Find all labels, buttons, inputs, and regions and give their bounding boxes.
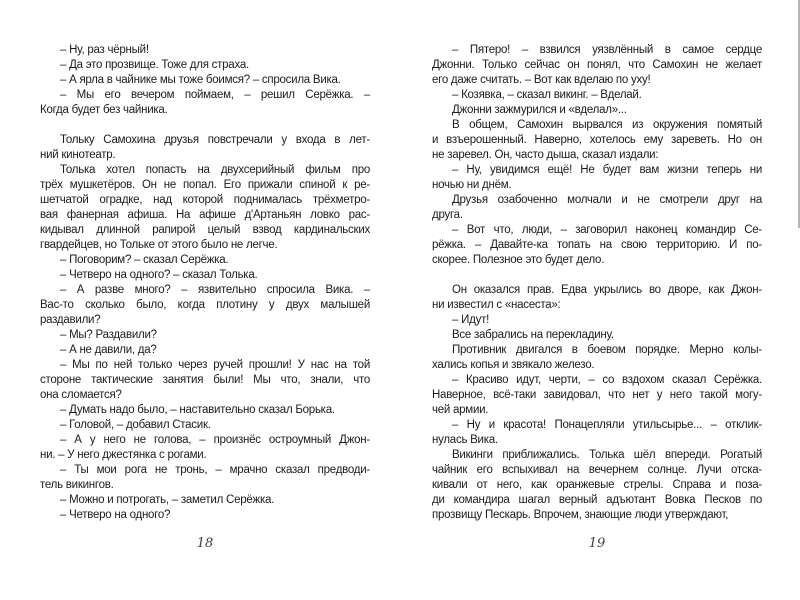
text-line: – Думать надо было, – наставительно сказал Борька. xyxy=(60,404,335,416)
text-line: – Ну, раз чёрный! xyxy=(60,44,149,56)
paragraph xyxy=(40,358,370,403)
paragraph xyxy=(40,88,370,118)
text-line: – Ты мои рога не тронь, – мрачно сказал предводи- xyxy=(60,464,370,476)
text-line: – Красиво идут, черти, – со вздохом сказал Серёжка. xyxy=(452,374,762,386)
paragraph xyxy=(432,193,762,223)
text-line: В общем, Самохин вырвался из окружения помятый xyxy=(452,119,762,131)
text-line: Противник двигался в боевом порядке. Мерно колы- xyxy=(452,344,762,356)
text-line: – Мы? Раздавили? xyxy=(60,329,157,341)
paragraph xyxy=(40,493,370,508)
text-line: она сломается? xyxy=(40,389,122,401)
text-line: – Мы его вечером поймаем, – решил Серёжка. – xyxy=(60,89,370,101)
text-line: гвардейцев, но Тольке от этого было не легче. xyxy=(40,239,278,251)
paragraph xyxy=(40,58,370,73)
paragraph xyxy=(40,463,370,493)
text-line: скорее. Полезное это будет дело. xyxy=(432,254,605,266)
text-line: – Ну и красота! Понацепляли утильсырье... – отклик- xyxy=(452,419,762,431)
text-line: – Да это прозвище. Тоже для страха. xyxy=(60,59,249,71)
text-line: его даже считать. – Вот как вделаю по уху! xyxy=(432,74,651,86)
page-right-text xyxy=(432,43,762,523)
text-line: Он оказался прав. Едва укрылись во дворе, как Джон- xyxy=(452,284,762,296)
text-line: трёх мушкетёров. Он не попал. Его прижали спиной к ре- xyxy=(40,179,370,191)
text-line: рёжка. – Давайте-ка топать на свою территорию. И по- xyxy=(432,239,762,251)
paragraph xyxy=(432,448,762,523)
paragraph xyxy=(432,343,762,373)
text-line: ночью ни днём. xyxy=(432,179,512,191)
paragraph xyxy=(40,268,370,283)
text-line: – Можно и потрогать, – заметил Серёжка. xyxy=(60,494,275,506)
text-line: – Идут! xyxy=(452,314,490,326)
paragraph xyxy=(40,418,370,433)
text-line: Вас-то сколько было, когда плотину у двух малышей xyxy=(40,299,370,311)
paragraph xyxy=(40,403,370,418)
text-line: – А разве много? – язвительно спросила Вика. – xyxy=(60,284,370,296)
text-line: – Четверо на одного? xyxy=(60,509,171,521)
paragraph xyxy=(40,133,370,163)
paragraph xyxy=(432,103,762,118)
text-line: ди командира шагал верный адъютант Вовка Песков по xyxy=(432,494,762,506)
paragraph xyxy=(432,163,762,193)
text-line: стороне тактические занятия были! Мы что, знали, что xyxy=(40,374,370,386)
paragraph xyxy=(432,88,762,103)
text-line: Наверное, всё-таки завидовал, что нет у него такой могу- xyxy=(432,389,762,401)
paragraph xyxy=(432,43,762,88)
paragraph xyxy=(40,43,370,58)
text-line: ни. – У него джестянка с рогами. xyxy=(40,449,207,461)
paragraph xyxy=(432,328,762,343)
text-line: вая фанерная афиша. На афише д'Артаньян ловко рас- xyxy=(40,209,370,221)
text-line: Джонни. Только сейчас он понял, что Самохин не желает xyxy=(432,59,762,71)
page-right xyxy=(432,43,762,551)
text-line: Когда будет без чайника. xyxy=(40,104,168,116)
text-line: шетчатой оградке, над которой поднималась трёхметро- xyxy=(40,194,370,206)
paragraph xyxy=(40,433,370,463)
text-line: ни известил с «насеста»: xyxy=(432,299,561,311)
text-line: – Поговорим? – сказал Серёжка. xyxy=(60,254,229,266)
text-line: прозвищу Пескарь. Впрочем, знающие люди утверждают, xyxy=(432,509,729,521)
text-line: раздавили? xyxy=(40,314,101,326)
text-line: – А у него не голова, – произнёс остроумный Джон- xyxy=(60,434,370,446)
paragraph xyxy=(40,73,370,88)
paragraph xyxy=(40,328,370,343)
text-line: не заревел. Он, часто дыша, сказал издали: xyxy=(432,149,659,161)
text-line: – Головой, – добавил Стасик. xyxy=(60,419,211,431)
paragraph xyxy=(432,313,762,328)
text-line: – Мы по ней только через ручей прошли! У нас на той xyxy=(60,359,370,371)
paragraph xyxy=(432,283,762,313)
paragraph xyxy=(432,373,762,418)
text-line: – Четверо на одного? – сказал Толька. xyxy=(60,269,258,281)
text-line: нулась Вика. xyxy=(432,434,498,446)
paragraph xyxy=(432,418,762,448)
text-line: – Пятеро! – взвился уязвлённый в самое сердце xyxy=(452,44,762,56)
paragraph xyxy=(40,508,370,523)
text-line: тель викингов. xyxy=(40,479,114,491)
text-line: Толька хотел попасть на двухсерийный фильм про xyxy=(60,164,370,176)
text-line: – А не давили, да? xyxy=(60,344,157,356)
text-line: – Вот что, люди, – заговорил наконец командир Се- xyxy=(452,224,762,236)
text-line: чей армии. xyxy=(432,404,489,416)
text-line: чайник его вспыхивал на вечернем солнце. Лучи отска- xyxy=(432,464,762,476)
text-line: хались копья и звякало железо. xyxy=(432,359,595,371)
text-line: и взъерошенный. Наверно, хотелось ему зареветь. Но он xyxy=(432,134,762,146)
text-line: – Ну, увидимся ещё! Не будет вам жизни теперь ни xyxy=(452,164,762,176)
text-line: Друзья озабоченно молчали и не смотрели друг на xyxy=(452,194,762,206)
text-line: – Козявка, – сказал викинг. – Вделай. xyxy=(452,89,642,101)
page-number-left: 18 xyxy=(196,536,214,551)
text-line: Джонни зажмурился и «вделал»... xyxy=(452,104,627,116)
paragraph xyxy=(432,223,762,268)
page-left xyxy=(40,43,370,551)
text-line: Тольку Самохина друзья повстречали у входа в лет- xyxy=(60,134,370,146)
paragraph xyxy=(432,118,762,163)
page-number-right: 19 xyxy=(588,536,606,551)
text-line: Все забрались на перекладину. xyxy=(452,329,614,341)
paragraph xyxy=(40,283,370,328)
paragraph xyxy=(40,253,370,268)
text-line: Викинги приближались. Толька шёл впереди. Рогатый xyxy=(452,449,762,461)
text-line: – А ярла в чайнике мы тоже боимся? – спросила Вика. xyxy=(60,74,341,86)
text-line: ний кинотеатр. xyxy=(40,149,116,161)
text-line: кидывал длинной рапирой целый взвод кардинальских xyxy=(40,224,370,236)
paragraph xyxy=(40,343,370,358)
text-line: кивали от него, как оранжевые стрелы. Справа и поза- xyxy=(432,479,762,491)
text-line: друга. xyxy=(432,209,463,221)
page-left-text xyxy=(40,43,370,523)
paragraph xyxy=(40,163,370,253)
